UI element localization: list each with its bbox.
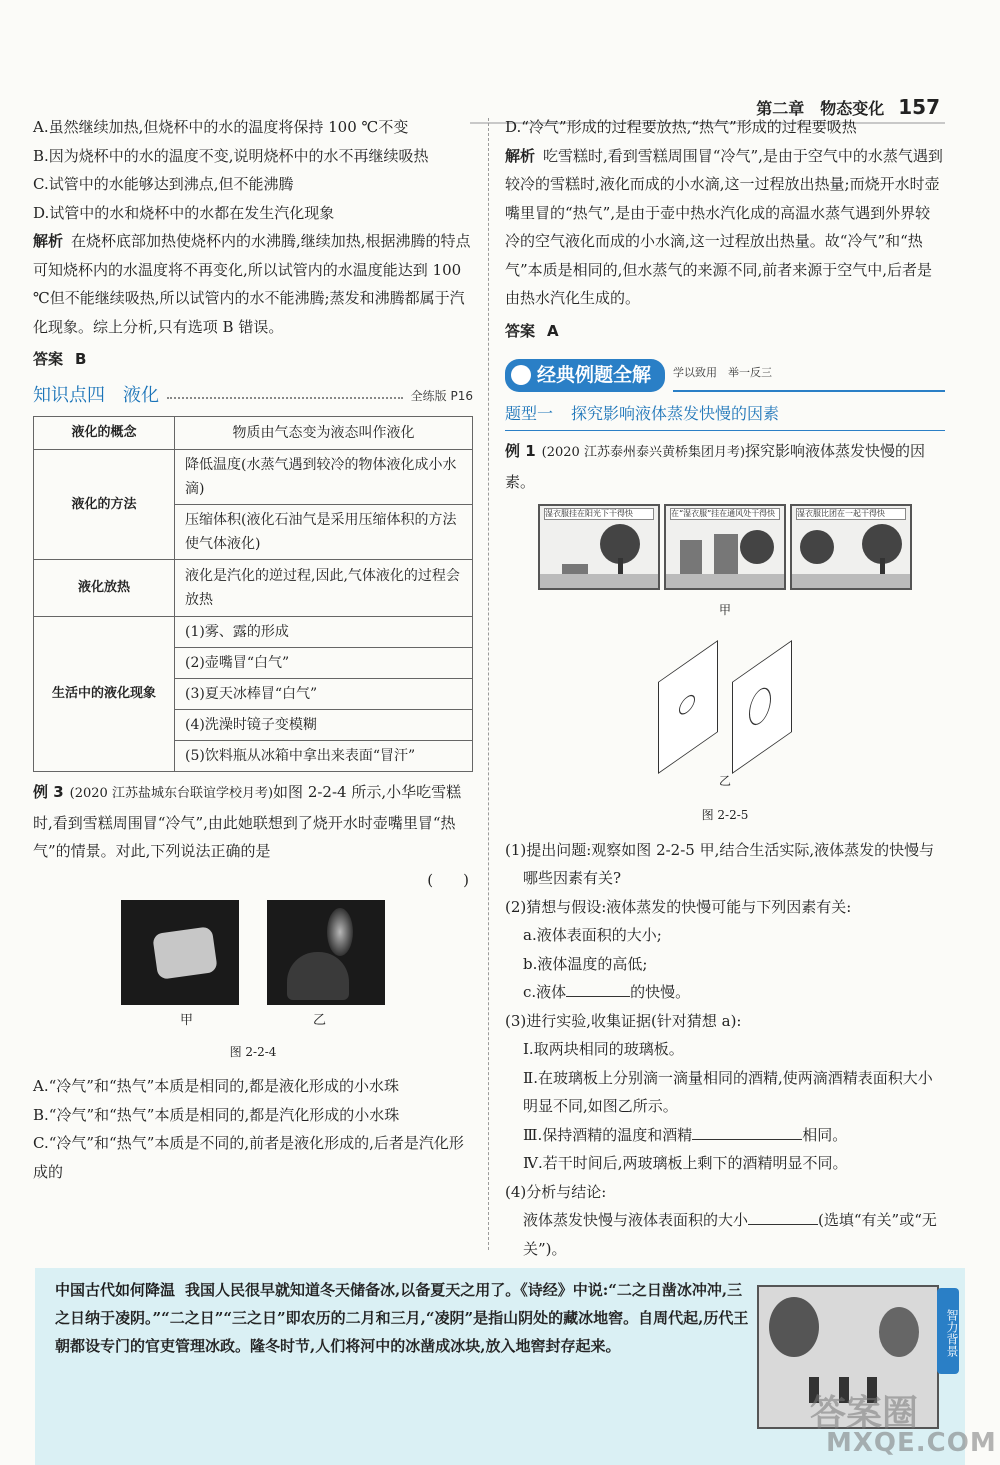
conclusion xyxy=(505,1206,945,1263)
table-value: (2)壶嘴冒“白气” xyxy=(175,648,473,679)
table-value: (3)夏天冰棒冒“白气” xyxy=(175,679,473,710)
analysis-label: 解析 xyxy=(33,232,64,250)
banner-pill xyxy=(505,359,665,392)
banner-title: 经典例题全解 xyxy=(537,364,652,386)
table-value: (4)洗澡时镜子变模糊 xyxy=(175,710,473,741)
table-key: 液化的概念 xyxy=(34,417,175,450)
example-1 xyxy=(505,437,945,496)
column-divider xyxy=(488,118,489,1250)
guess-c xyxy=(505,978,945,1007)
answer xyxy=(505,317,945,346)
side-tag: 智力背景 xyxy=(937,1288,959,1374)
table-key: 液化放热 xyxy=(34,560,175,617)
steam-shape xyxy=(327,908,353,956)
figure-caption: 图 2-2-5 xyxy=(701,808,749,822)
step-3 xyxy=(505,1121,945,1150)
cloth-shape xyxy=(562,564,588,574)
answer-label: 答案 xyxy=(505,321,536,340)
liquefaction-table xyxy=(33,416,473,772)
photo-caption-b: 乙 xyxy=(313,1013,327,1028)
scene-panel xyxy=(664,504,786,590)
ex3-option-a: A.“冷气”和“热气”本质是相同的,都是液化形成的小水珠 xyxy=(33,1077,400,1095)
table-key: 生活中的液化现象 xyxy=(34,617,175,772)
option-c: C.试管中的水能够达到沸点,但不能沸腾 xyxy=(33,175,294,193)
example-3-source: (2020 江苏盐城东台联谊学校月考) xyxy=(69,786,274,801)
section-banner xyxy=(505,359,945,392)
answer-value: B xyxy=(75,350,87,368)
background-title: 中国古代如何降温 xyxy=(55,1281,176,1299)
step-3-pre: Ⅲ.保持酒精的温度和酒精 xyxy=(523,1125,693,1144)
table-key: 液化的方法 xyxy=(34,450,175,560)
question-2: (2)猜想与假设:液体蒸发的快慢可能与下列因素有关: xyxy=(505,897,852,916)
table-row xyxy=(34,560,473,617)
tree-shape xyxy=(800,530,834,564)
step-1: Ⅰ.取两块相同的玻璃板。 xyxy=(523,1040,684,1058)
conclusion-post: (选填“有关”或“无关”)。 xyxy=(523,1211,937,1258)
table-row xyxy=(34,617,473,648)
fill-blank[interactable] xyxy=(748,1224,818,1225)
table-value: (1)雾、露的形成 xyxy=(175,617,473,648)
kettle-shape xyxy=(287,952,349,1000)
left-column xyxy=(33,113,473,1186)
knowledge-point-heading xyxy=(33,382,473,411)
small-drop xyxy=(679,691,695,718)
answer-value: A xyxy=(547,321,559,340)
answer-label: 答案 xyxy=(33,350,64,368)
step-4: Ⅳ.若干时间后,两玻璃板上剩下的酒精明显不同。 xyxy=(523,1154,848,1172)
question-type-heading xyxy=(505,400,945,432)
step-2: Ⅱ.在玻璃板上分别滴一滴量相同的酒精,使两滴酒精表面积大小明显不同,如图乙所示。 xyxy=(523,1068,933,1115)
dotted-leader xyxy=(167,397,403,399)
answer xyxy=(33,345,473,374)
ground xyxy=(666,574,784,588)
fill-blank[interactable] xyxy=(566,996,630,997)
watermark-url: MXQE.COM xyxy=(826,1428,997,1458)
example-3-text: 如图 2-2-4 所示,小华吃雪糕时,看到雪糕周围冒“冷气”,由此她联想到了烧开水时壶嘴里冒“热气”的情景。对此,下列说法正确的是 xyxy=(33,783,462,860)
ex3-option-b: B.“冷气”和“热气”本质是相同的,都是汽化形成的小水珠 xyxy=(33,1105,400,1124)
scene-panel xyxy=(790,504,912,590)
question-4: (4)分析与结论: xyxy=(505,1182,607,1201)
scene-caption: 湿衣服挂在阳光下干得快 xyxy=(544,508,654,520)
figure-2-2-4 xyxy=(33,900,473,1005)
page-number: 157 xyxy=(898,95,940,119)
question-1: (1)提出问题:观察如图 2-2-5 甲,结合生活实际,液体蒸发的快慢与哪些因素有关? xyxy=(505,840,935,887)
ground xyxy=(540,574,658,588)
figure-caption-jia: 甲 xyxy=(718,603,731,617)
scene-caption: 湿衣服比团在一起干得快 xyxy=(796,508,906,520)
answer-paren: ( ) xyxy=(427,870,469,889)
ground xyxy=(792,574,910,588)
analysis-text: 吃雪糕时,看到雪糕周围冒“冷气”,是由于空气中的水蒸气遇到较冷的雪糕时,液化而成的小水滴,这一过程放出热量;而烧开水时壶嘴里冒的“热气”,是由于壶中热水汽化成的高温水蒸气遇到外界较冷的空气液化而成的小水滴,这一过程放出热量。故“冷气”和“热气”本质是相同的,但水蒸气的来源不同,前者来源于空气中,后者是由热水汽化生成的。 xyxy=(505,146,943,307)
megaphone-icon xyxy=(511,365,531,385)
example-1-text: 探究影响液体蒸发快慢的因素。 xyxy=(505,442,926,491)
tree-shape xyxy=(740,530,774,564)
question-type-number: 题型一 xyxy=(505,403,554,423)
tree-shape xyxy=(769,1297,819,1357)
example-3-title: 例 3 xyxy=(33,783,64,801)
ice-cream-shape xyxy=(152,926,218,980)
knowledge-point-title: 知识点四 液化 xyxy=(33,384,159,406)
option-d: D.试管中的水和烧杯中的水都在发生汽化现象 xyxy=(33,203,335,222)
conclusion-pre: 液体蒸发快慢与液体表面积的大小 xyxy=(523,1211,749,1229)
table-value: (5)饮料瓶从冰箱中拿出来表面“冒汗” xyxy=(175,741,473,772)
table-row xyxy=(34,417,473,450)
table-row xyxy=(34,450,473,505)
guess-c-post: 的快慢。 xyxy=(630,983,691,1001)
option-d: D.“冷气”形成的过程要放热,“热气”形成的过程要吸热 xyxy=(505,118,857,136)
step-3-post: 相同。 xyxy=(802,1125,848,1144)
banner-tag: 学以致用 举一反三 xyxy=(673,359,945,392)
example-3 xyxy=(33,778,473,866)
photo-captions xyxy=(33,1007,473,1036)
table-value: 降低温度(水蒸气遇到较冷的物体液化成小水滴) xyxy=(175,450,473,505)
glass-plate xyxy=(732,639,792,773)
analysis xyxy=(505,142,945,313)
figure-2-2-5-yi xyxy=(505,641,945,753)
analysis xyxy=(33,227,473,341)
guess-b: b.液体温度的高低; xyxy=(523,954,648,973)
table-value: 液化是汽化的逆过程,因此,气体液化的过程会放热 xyxy=(175,560,473,617)
table-value: 压缩体积(液化石油气是采用压缩体积的方法使气体液化) xyxy=(175,505,473,560)
figure-caption: 图 2-2-4 xyxy=(229,1044,277,1059)
analysis-text: 在烧杯底部加热使烧杯内的水沸腾,继续加热,根据沸腾的特点可知烧杯内的水温度将不再变化,所以试管内的水温度能达到 100 ℃但不能继续吸热,所以试管内的水不能沸腾;蒸发和沸腾都属于汽化现象。综上分析,只有选项 B 错误。 xyxy=(33,232,471,336)
photo-caption-a: 甲 xyxy=(179,1013,193,1028)
question-3: (3)进行实验,收集证据(针对猜想 a): xyxy=(505,1011,742,1030)
knowledge-point-ref: 全练版 P16 xyxy=(410,388,473,403)
table-value: 物质由气态变为液态叫作液化 xyxy=(175,417,473,450)
figure-2-2-5-jia xyxy=(505,504,945,590)
fill-blank[interactable] xyxy=(692,1139,802,1140)
tree-shape xyxy=(879,1307,919,1357)
option-b: B.因为烧杯中的水的温度不变,说明烧杯中的水不再继续吸热 xyxy=(33,146,429,165)
kettle-photo xyxy=(267,900,385,1005)
chapter-title: 第二章 物态变化 xyxy=(756,99,885,118)
option-a: A.虽然继续加热,但烧杯中的水的温度将保持 100 ℃不变 xyxy=(33,118,409,136)
analysis-label: 解析 xyxy=(505,146,536,165)
watermark-logo: 答案圈 xyxy=(810,1393,919,1434)
guess-a: a.液体表面积的大小; xyxy=(523,926,662,944)
large-drop xyxy=(749,681,771,730)
scene-caption: 在“湿衣服”挂在通风处干得快 xyxy=(670,508,780,520)
example-1-source: (2020 江苏泰州泰兴黄桥集团月考) xyxy=(541,445,746,460)
glass-plate xyxy=(658,639,718,773)
ex3-option-c: C.“冷气”和“热气”本质是不同的,前者是液化形成的,后者是汽化形成的 xyxy=(33,1134,464,1181)
building-shape xyxy=(714,534,738,574)
background-text xyxy=(55,1276,755,1360)
figure-caption-yi: 乙 xyxy=(718,773,731,788)
building-shape xyxy=(680,540,702,574)
example-1-title: 例 1 xyxy=(505,442,536,460)
background-body: 我国人民很早就知道冬天储备冰,以备夏天之用了。《诗经》中说:“二之日凿冰冲冲,三之日纳于凌阴。”“二之日”“三之日”即农历的二月和三月,“凌阴”是指山阴处的藏冰地窖。自周代起,历代王朝都设专门的官吏管理冰政。隆冬时节,人们将河中的冰凿成冰块,放入地窖封存起来。 xyxy=(55,1281,749,1355)
guess-c-pre: c.液体 xyxy=(523,983,567,1001)
question-type-title: 探究影响液体蒸发快慢的因素 xyxy=(571,403,780,423)
right-column xyxy=(505,113,945,1292)
ice-cream-photo xyxy=(121,900,239,1005)
scene-panel xyxy=(538,504,660,590)
